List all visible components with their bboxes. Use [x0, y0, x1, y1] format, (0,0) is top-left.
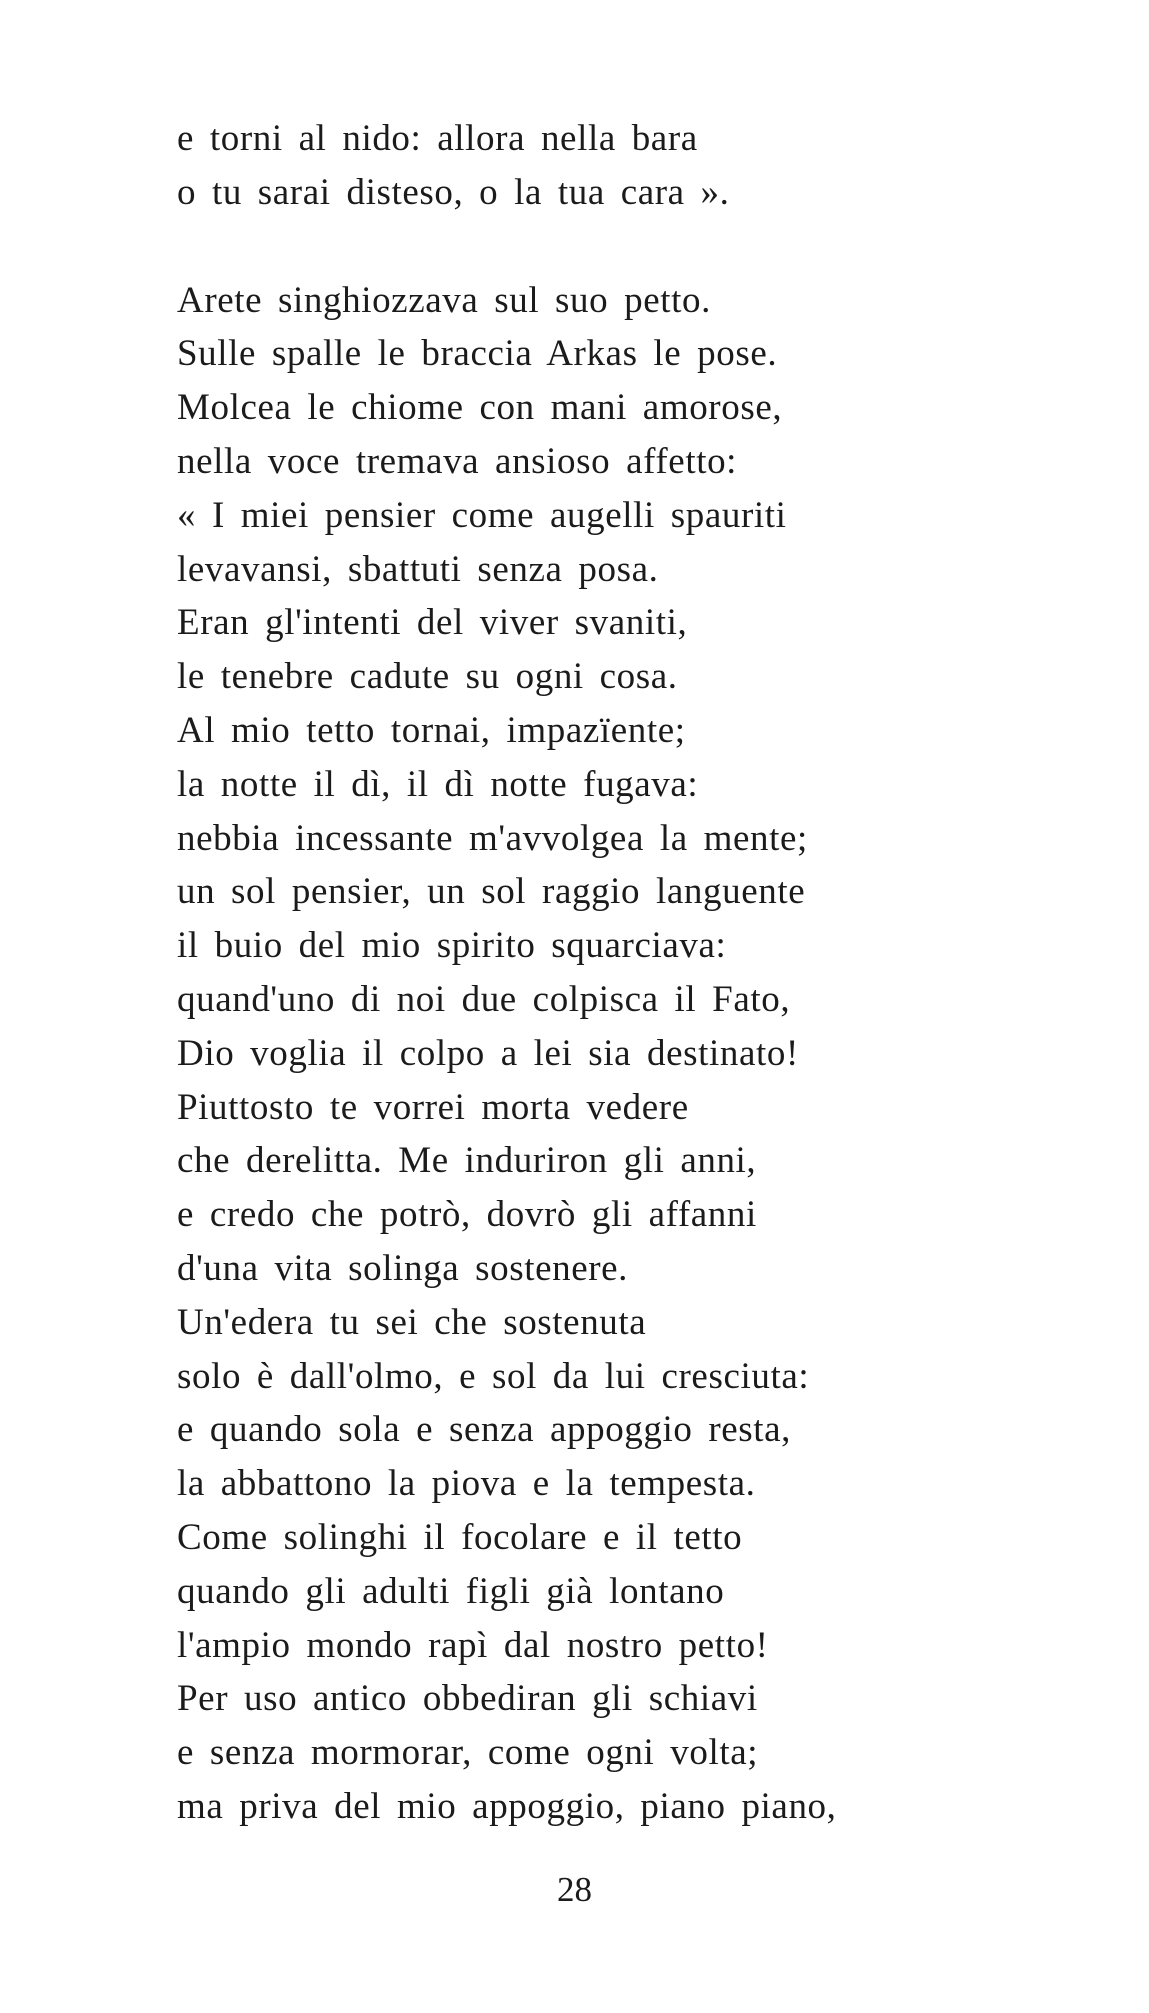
verse-line: Eran gl'intenti del viver svaniti, [177, 602, 688, 644]
verse-line: nella voce tremava ansioso affetto: [177, 440, 738, 482]
verse-line: Sulle spalle le braccia Arkas le pose. [177, 333, 778, 375]
verse-line: la abbattono la piova e la tempesta. [177, 1463, 756, 1505]
verse-line: quand'uno di noi due colpisca il Fato, [177, 978, 791, 1020]
verse-line: Arete singhiozzava sul suo petto. [177, 279, 711, 321]
verse-line: e credo che potrò, dovrò gli affanni [177, 1194, 757, 1236]
verse-line: o tu sarai disteso, o la tua cara ». [177, 171, 730, 213]
page-number: 28 [557, 1870, 592, 1909]
verse-line: quando gli adulti figli già lontano [177, 1570, 725, 1612]
verse-line: Piuttosto te vorrei morta vedere [177, 1086, 689, 1128]
verse-line: Per uso antico obbediran gli schiavi [177, 1678, 758, 1720]
verse-line: Al mio tetto tornai, impazïente; [177, 709, 686, 751]
verse-line: Molcea le chiome con mani amorose, [177, 387, 783, 429]
verse-line: e quando sola e senza appoggio resta, [177, 1409, 792, 1451]
verse-line: l'ampio mondo rapì dal nostro petto! [177, 1624, 769, 1666]
stanza-1 [177, 112, 1077, 220]
verse-line: la notte il dì, il dì notte fugava: [177, 763, 699, 805]
verse-line: Un'edera tu sei che sostenuta [177, 1301, 647, 1343]
verse-line: d'una vita solinga sostenere. [177, 1247, 629, 1289]
verse-line: un sol pensier, un sol raggio languente [177, 871, 806, 913]
verse-line: Dio voglia il colpo a lei sia destinato! [177, 1032, 799, 1074]
verse-line: e torni al nido: allora nella bara [177, 118, 698, 159]
verse-line: solo è dall'olmo, e sol da lui cresciuta: [177, 1355, 810, 1397]
verse-line: che derelitta. Me induriron gli anni, [177, 1140, 757, 1182]
verse-line: ma priva del mio appoggio, piano piano, [177, 1785, 837, 1827]
verse-line: nebbia incessante m'avvolgea la mente; [177, 817, 808, 859]
verse-line: Come solinghi il focolare e il tetto [177, 1516, 743, 1558]
verse-line: le tenebre cadute su ogni cosa. [177, 656, 678, 698]
verse-line: « I miei pensier come augelli spauriti [177, 494, 787, 536]
verse-line: e senza mormorar, come ogni volta; [177, 1732, 759, 1774]
verse-line: levavansi, sbattuti senza posa. [177, 548, 659, 590]
poem-text [177, 112, 1077, 1834]
verse-line: il buio del mio spirito squarciava: [177, 925, 727, 967]
stanza-2 [177, 274, 1077, 1834]
